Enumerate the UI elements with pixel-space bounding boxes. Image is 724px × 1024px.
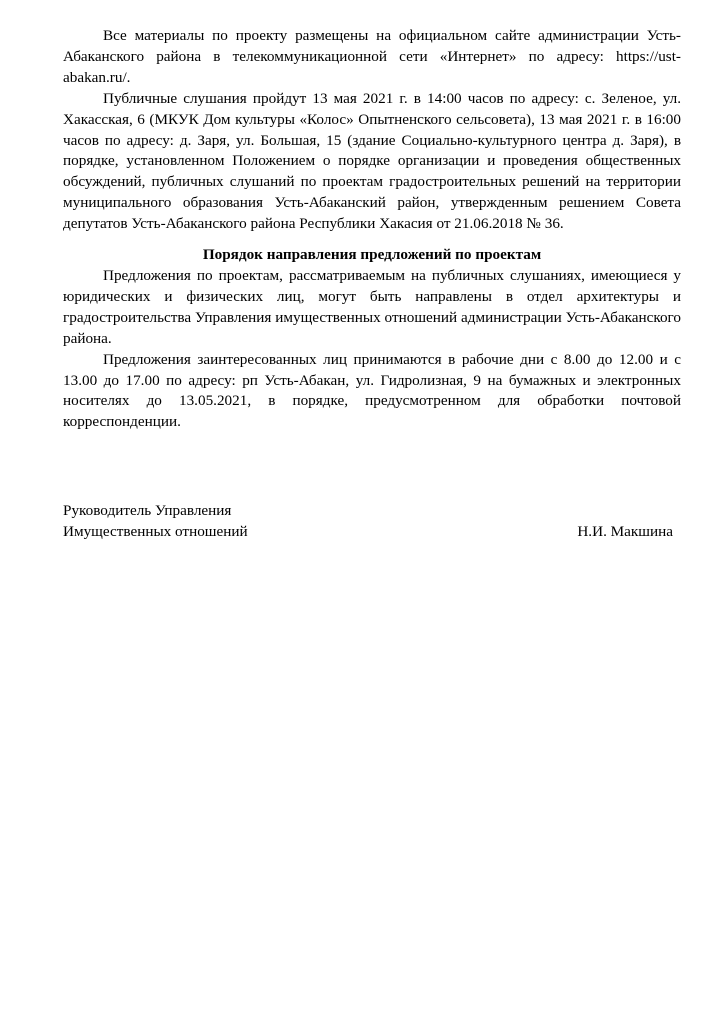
signature-position-line1: Руководитель Управления xyxy=(63,502,232,520)
signature-block xyxy=(63,501,681,543)
signature-name: Н.И. Макшина xyxy=(577,523,673,541)
paragraph-proposals-schedule: Предложения заинтересованных лиц принимаются в рабочие дни с 8.00 до 12.00 и с 13.00 до 17.00 по адресу: рп Усть-Абакан, ул. Гидролизная, 9 на бумажных и электронных носителях до 13.05.2021, в порядке, предусмотренном для обработки почтовой корреспонденции. xyxy=(63,350,681,431)
document-body xyxy=(63,26,681,543)
paragraph-proposals-submission: Предложения по проектам, рассматриваемым на публичных слушаниях, имеющиеся у юридических и физических лиц, могут быть направлены в отдел архитектуры и градостроительства Управления имущественных отношений администрации Усть-Абаканского района. xyxy=(63,266,681,347)
signature-position xyxy=(63,501,248,543)
paragraph-site-info: Все материалы по проекту размещены на официальном сайте администрации Усть-Абаканского района в телекоммуникационной сети «Интернет» по адресу: https://ust-abakan.ru/. xyxy=(63,27,681,86)
section-heading: Порядок направления предложений по проектам xyxy=(202,246,542,264)
paragraph-hearings-info: Публичные слушания пройдут 13 мая 2021 г. в 14:00 часов по адресу: с. Зеленое, ул. Хакасская, 6 (МКУК Дом культуры «Колос» Опытненского сельсовета), 13 мая 2021 г. в 16:00 часов по адресу: д. Заря, ул. Большая, 15 (здание Социально-культурного центра д. Заря), в порядке, установленном Положением о порядке организации и проведения общественных обсуждений, публичных слушаний по проектам градостроительных решений на территории муниципального образования Усть-Абаканский район, утвержденным решением Совета депутатов Усть-Абаканского района Республики Хакасия от 21.06.2018 № 36. xyxy=(63,89,681,233)
signature-position-line2: Имущественных отношений xyxy=(63,523,248,541)
